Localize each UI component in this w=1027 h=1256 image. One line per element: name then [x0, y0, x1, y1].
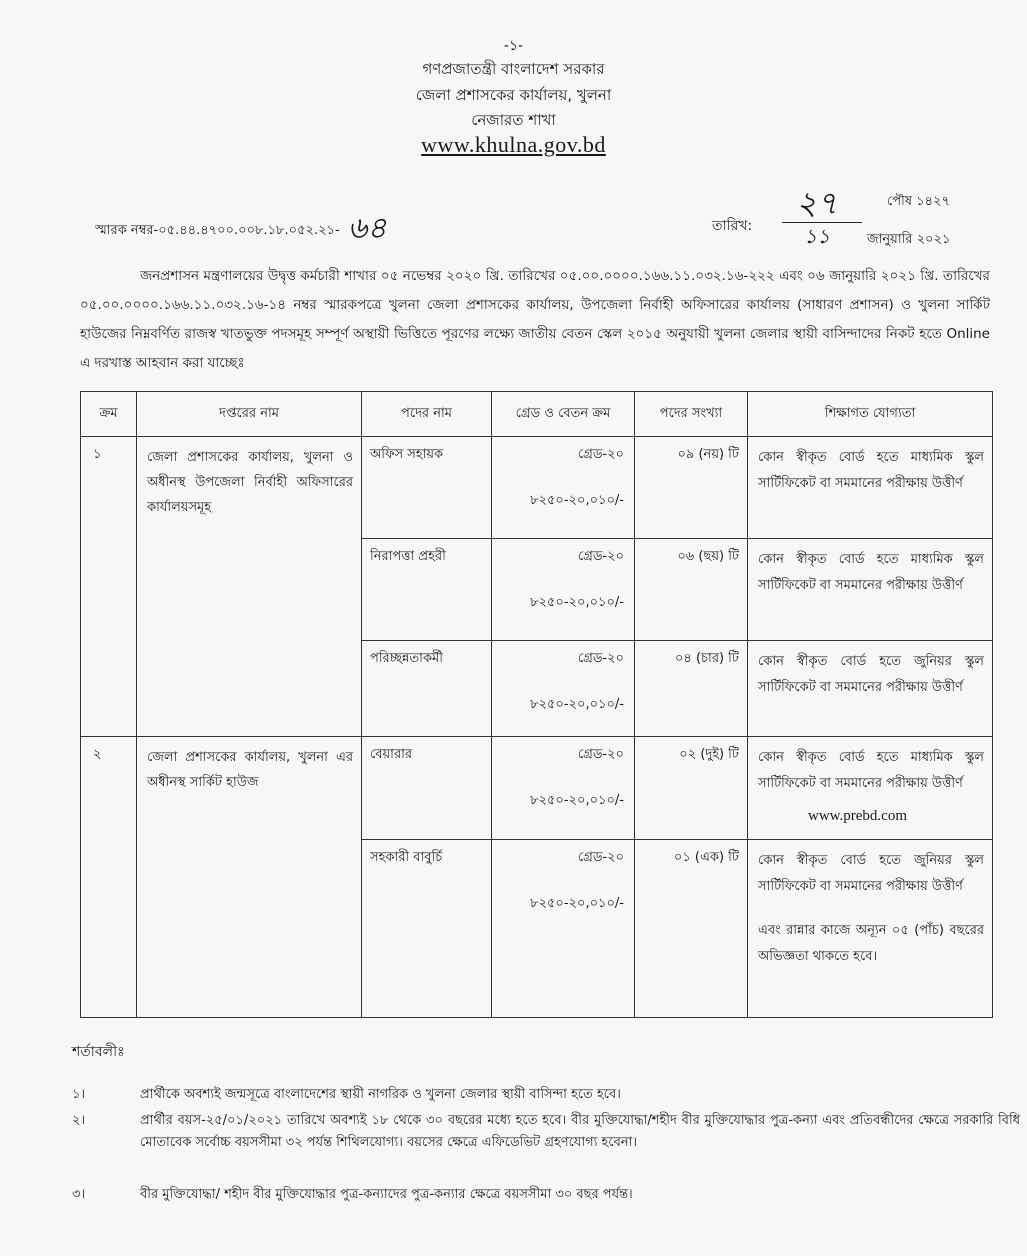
- header-grade: গ্রেড ও বেতন ক্রম: [492, 392, 635, 437]
- office-cell: জেলা প্রশাসকের কার্যালয়, খুলনা এর অধীনস্থ সার্কিট হাউজ: [137, 737, 362, 1018]
- serial-cell: ১: [81, 437, 137, 737]
- qualification: কোন স্বীকৃত বোর্ড হতে মাধ্যমিক স্কুল সার্টিফিকেট বা সমমানের পরীক্ষায় উত্তীর্ণ: [748, 737, 993, 840]
- term-number: ১।: [72, 1087, 86, 1102]
- grade-cell: [492, 539, 635, 641]
- qualification: কোন স্বীকৃত বোর্ড হতে জুনিয়র স্কুল সার্টিফিকেট বা সমমানের পরীক্ষায় উত্তীর্ণ: [748, 641, 993, 737]
- qualification-cell: [748, 840, 993, 1018]
- header-post: পদের নাম: [362, 392, 492, 437]
- office-title: জেলা প্রশাসকের কার্যালয়, খুলনা: [415, 86, 612, 104]
- post-name: অফিস সহায়ক: [362, 437, 492, 539]
- grade: গ্রেড-২০: [577, 549, 624, 564]
- term-number: ২।: [72, 1113, 86, 1128]
- term-text: প্রার্থীকে অবশ্যই জন্মসূত্রে বাংলাদেশের স্থায়ী নাগরিক ও খুলনা জেলার স্থায়ী বাসিন্দা হতে হবে।: [140, 1087, 621, 1102]
- posts-table: [80, 391, 993, 1018]
- post-count: ০৪ (চার) টি: [635, 641, 748, 737]
- header-office: দপ্তরের নাম: [137, 392, 362, 437]
- post-name: পরিচ্ছন্নতাকর্মী: [362, 641, 492, 737]
- intro-paragraph: জনপ্রশাসন মন্ত্রণালয়ের উদ্বৃত্ত কর্মচারী শাখার ০৫ নভেম্বর ২০২০ খ্রি. তারিখের ০৫.০০.০০০০.১৬৬.১১.০৩২.১৬-২২২ এবং ০৬ জানুয়ারি ২০২১ খ্রি. তারিখের ০৫.০০.০০০০.১৬৬.১১.০৩২.১৬-১৪ নম্বর স্মারকপত্রে খুলনা জেলা প্রশাসকের কার্যালয়, উপজেলা নির্বাহী অফিসারের কার্যালয় (সাধারণ প্রশাসন) ও খুলনা সার্কিট হাউজের নিম্নবর্ণিত রাজস্ব খাতভুক্ত পদসমূহ সম্পূর্ণ অস্থায়ী ভিত্তিতে পূরণের লক্ষ্যে জাতীয় বেতন স্কেল ২০১৫ অনুযায়ী খুলনা জেলার স্থায়ী বাসিন্দাদের নিকট হতে Online এ দরখাস্ত আহবান করা যাচ্ছেঃ: [80, 268, 990, 371]
- english-month-year: জানুয়ারি ২০২১: [867, 232, 951, 247]
- table-row: [81, 437, 993, 539]
- qualification: কোন স্বীকৃত বোর্ড হতে জুনিয়র স্কুল সার্টিফিকেট বা সমমানের পরীক্ষায় উত্তীর্ণ: [758, 853, 984, 894]
- post-name: নিরাপত্তা প্রহরী: [362, 539, 492, 641]
- post-count: ০৬ (ছয়) টি: [635, 539, 748, 641]
- government-title: গণপ্রজাতন্ত্রী বাংলাদেশ সরকার: [422, 60, 605, 78]
- grade: গ্রেড-২০: [577, 651, 624, 666]
- post-count: ০২ (দুই) টি: [635, 737, 748, 840]
- qualification: কোন স্বীকৃত বোর্ড হতে মাধ্যমিক স্কুল সার্টিফিকেট বা সমমানের পরীক্ষায় উত্তীর্ণ: [748, 437, 993, 539]
- salary-scale: ৮২৫০-২০,০১০/-: [530, 493, 624, 508]
- branch-title: নেজারত শাখা: [471, 111, 556, 129]
- qualification: কোন স্বীকৃত বোর্ড হতে মাধ্যমিক স্কুল সার্টিফিকেট বা সমমানের পরীক্ষায় উত্তীর্ণ: [748, 539, 993, 641]
- header-qualification: শিক্ষাগত যোগ্যতা: [748, 392, 993, 437]
- grade-cell: [492, 737, 635, 840]
- grade-cell: [492, 840, 635, 1018]
- header-serial: ক্রম: [81, 392, 137, 437]
- post-count: ০৯ (নয়) টি: [635, 437, 748, 539]
- page-number: -১-: [503, 38, 524, 54]
- serial-cell: ২: [81, 737, 137, 1018]
- website-url: www.khulna.gov.bd: [421, 132, 606, 157]
- terms-title: শর্তাবলীঃ: [72, 1044, 125, 1060]
- salary-scale: ৮২৫০-২০,০১০/-: [530, 595, 624, 610]
- salary-scale: ৮২৫০-২০,০১০/-: [530, 697, 624, 712]
- bangla-month-year: পৌষ ১৪২৭: [887, 194, 950, 209]
- post-count: ০১ (এক) টি: [635, 840, 748, 1018]
- memo-date: [712, 170, 992, 250]
- salary-scale: ৮২৫০-২০,০১০/-: [530, 793, 624, 808]
- grade: গ্রেড-২০: [577, 747, 624, 762]
- handwritten-day-bangla: ২৭: [796, 184, 838, 222]
- handwritten-day-english: ১১: [804, 224, 830, 248]
- date-label: তারিখ:: [712, 218, 753, 234]
- watermark: www.prebd.com: [808, 808, 908, 824]
- post-name: বেয়ারার: [362, 737, 492, 840]
- office-cell: জেলা প্রশাসকের কার্যালয়, খুলনা ও অধীনস্থ উপজেলা নির্বাহী অফিসারের কার্যালয়সমূহ: [137, 437, 362, 737]
- table-header-row: [81, 392, 993, 437]
- header-count: পদের সংখ্যা: [635, 392, 748, 437]
- term-text: বীর মুক্তিযোদ্ধা/ শহীদ বীর মুক্তিযোদ্ধার পুত্র-কন্যাদের পুত্র-কন্যার ক্ষেত্রে বয়সসীমা ৩০ বছর পর্যন্ত।: [140, 1187, 633, 1202]
- memo-number-text: স্মারক নম্বর-০৫.৪৪.৪৭০০.০০৮.১৮.০৫২.২১-: [95, 223, 340, 238]
- grade: গ্রেড-২০: [577, 447, 624, 462]
- term-number: ৩।: [72, 1187, 86, 1202]
- grade-cell: [492, 437, 635, 539]
- salary-scale: ৮২৫০-২০,০১০/-: [530, 896, 624, 911]
- grade: গ্রেড-২০: [577, 850, 624, 865]
- memo-number: [95, 204, 387, 255]
- experience-requirement: এবং রান্নার কাজে অন্যূন ০৫ (পাঁচ) বছরের অভিজ্ঞতা থাকতে হবে।: [758, 923, 984, 964]
- term-text: প্রার্থীর বয়স-২৫/০১/২০২১ তারিখে অবশ্যই ১৮ থেকে ৩০ বছরের মধ্যে হতে হবে। বীর মুক্তিযোদ্ধা/শহীদ বীর মুক্তিযোদ্ধার পুত্র-কন্যা এবং প্রতিবন্ধীদের ক্ষেত্রে সরকারি বিধি মোতাবেক সর্বোচ্চ বয়সসীমা ৩২ পর্যন্ত শিথিলযোগ্য। বয়সের ক্ষেত্রে এফিডেভিট গ্রহণযোগ্য হবেনা।: [140, 1113, 1020, 1150]
- memo-number-handwritten: ৬৪: [347, 211, 387, 246]
- grade-cell: [492, 641, 635, 737]
- post-name: সহকারী বাবুর্চি: [362, 840, 492, 1018]
